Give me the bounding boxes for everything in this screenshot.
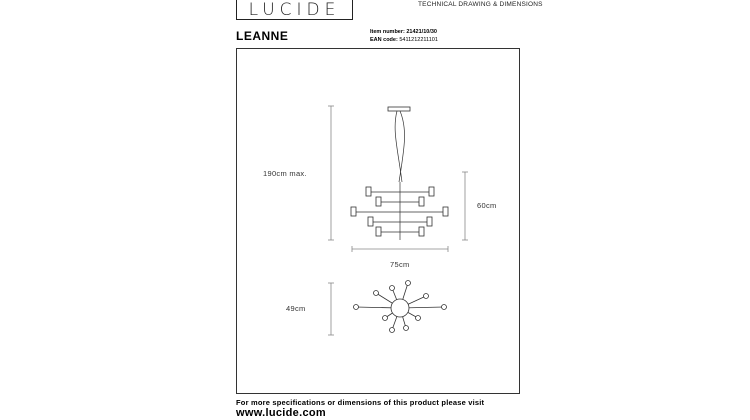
ean-value: 5411212211101 <box>399 37 438 43</box>
website-link[interactable]: www.lucide.com <box>236 407 326 419</box>
height-dimension-line <box>328 106 334 240</box>
side-view-arms <box>351 187 448 236</box>
item-number-value: 21421/10/30 <box>406 29 437 35</box>
width-label: 75cm <box>390 260 410 269</box>
suspension-cables <box>395 111 404 240</box>
body-height-dimension-line <box>462 172 468 240</box>
ean-label: EAN code: <box>370 37 398 43</box>
diameter-dimension-line <box>328 283 334 335</box>
height-max-label: 190cm max. <box>263 169 307 178</box>
bottom-diameter-label: 49cm <box>286 304 306 313</box>
item-number-label: Item number: <box>370 29 405 35</box>
product-name: LEANNE <box>236 29 289 43</box>
bottom-view <box>354 281 447 333</box>
footer-text: For more specifications or dimensions of this product please visit <box>236 398 485 407</box>
width-dimension-line <box>352 246 448 252</box>
body-height-label: 60cm <box>477 201 497 210</box>
brand-logo: LUCIDE <box>236 0 353 20</box>
canopy <box>388 107 410 111</box>
document-type-label: TECHNICAL DRAWING & DIMENSIONS <box>418 1 543 8</box>
